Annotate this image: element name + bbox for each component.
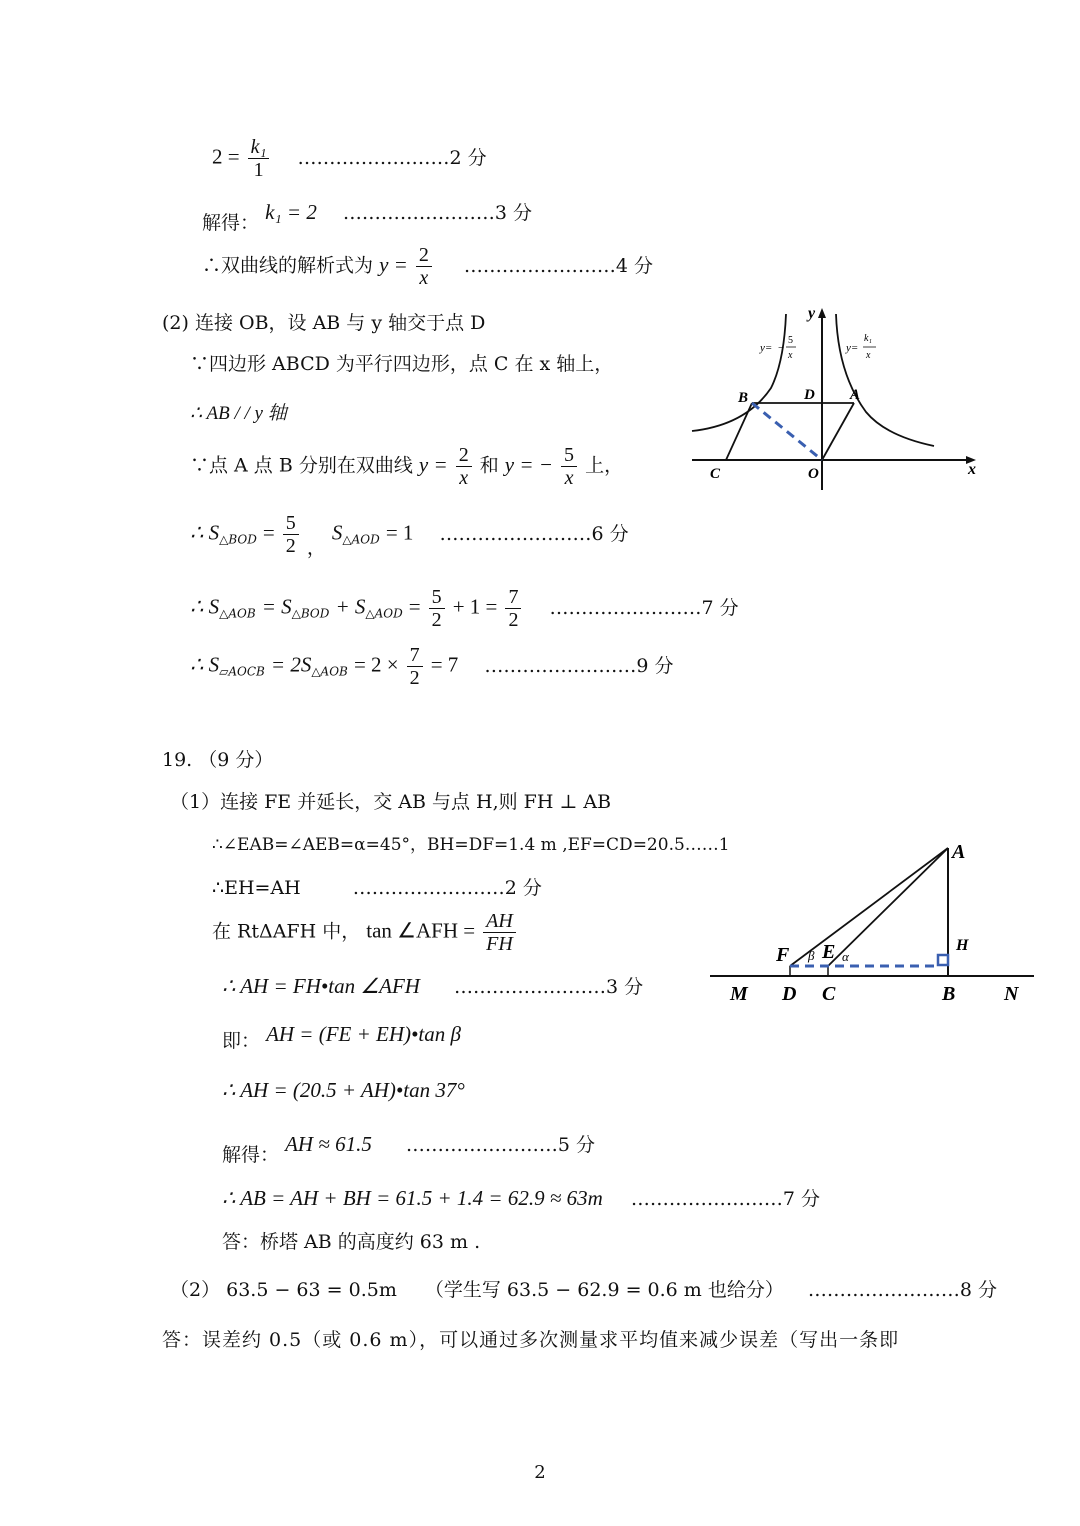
because-2: ∵点 A 点 B 分别在双曲线 y = $\frac{2}{x}$ 和 y = − $\frac{5}{x}$ 上， bbox=[190, 444, 624, 489]
label-left-sign: − bbox=[778, 342, 785, 354]
point-b-label: B bbox=[942, 983, 956, 1005]
eq-lhs: 2 = bbox=[212, 144, 240, 169]
angle-alpha-label: α bbox=[842, 949, 849, 964]
score-marker: ……………………7 分 bbox=[549, 596, 739, 619]
point-o-label: O bbox=[808, 466, 819, 482]
label-x-axis: x bbox=[968, 461, 976, 478]
score-marker: ……………………4 分 bbox=[463, 254, 654, 277]
dashed-ob bbox=[752, 403, 822, 460]
q19-p10: 答：桥塔 AB 的高度约 63 m . bbox=[222, 1231, 481, 1253]
q19-p5: ∴ AH = FH•tan ∠AFH ……………………3 分 bbox=[222, 974, 644, 998]
label: 解得： bbox=[202, 212, 260, 234]
fraction: $\frac{7}{2}$ bbox=[407, 644, 423, 689]
q19-p2: ∴∠EAB=∠AEB=α=45°，BH=DF=1.4 m ,EF=CD=20.5……1 bbox=[212, 835, 730, 855]
fraction: $\frac{\text{k₁}}{1}$ bbox=[248, 136, 270, 181]
label-right-y: y= bbox=[846, 342, 859, 354]
score-marker: ……………………6 分 bbox=[439, 522, 629, 545]
because-1: ∵四边形 ABCD 为平行四边形，点 C 在 x 轴上， bbox=[190, 353, 614, 375]
q19-heading: 19. （9 分） bbox=[162, 749, 274, 771]
label-left-num: 5 bbox=[788, 335, 793, 346]
angle-beta-label: β bbox=[808, 948, 815, 963]
area-line-2: ∴ $S_{\triangle AOB} = S_{\triangle BOD} + S_{\triangle AOD}$ = $\frac{5}{2}$ + 1 = $\frac{7}{2}$ ……………………7 分 bbox=[190, 586, 739, 631]
fraction: $\frac{5}{2}$ bbox=[283, 512, 299, 557]
point-h-label: H bbox=[956, 937, 969, 954]
score-marker: ……………………7 分 bbox=[630, 1188, 820, 1210]
eq-line-2 bbox=[202, 200, 533, 234]
part2-heading: (2) 连接 OB，设 AB 与 y 轴交于点 D bbox=[162, 312, 486, 334]
q19-p1: （1）连接 FE 并延长，交 AB 与点 H,则 FH ⊥ AB bbox=[170, 791, 612, 813]
area-line-1: ∴ $S_{\triangle BOD}$ = $\frac{5}{2}$ ， $S_{\triangle AOD} = 1$ ……………………6 分 bbox=[190, 512, 629, 559]
q19-p9: ∴ AB = AH + BH = 61.5 + 1.4 = 62.9 ≈ 63m ……………………7 分 bbox=[222, 1186, 820, 1210]
score-marker: ……………………5 分 bbox=[405, 1134, 596, 1156]
point-a-label: A bbox=[952, 841, 966, 863]
q19-p4: 在 RtΔAFH 中， tan ∠AFH = $\frac{AH}{FH}$ bbox=[212, 910, 518, 955]
q19-p7: ∴ AH = (20.5 + AH)•tan 37° bbox=[222, 1078, 465, 1102]
score-marker: ……………………2 分 bbox=[297, 146, 487, 169]
point-e-label: E bbox=[822, 941, 836, 963]
fraction: $\frac{2}{x}$ bbox=[456, 444, 472, 489]
point-b-label: B bbox=[738, 390, 749, 406]
point-c-label: C bbox=[822, 983, 836, 1005]
point-d-label: D bbox=[804, 387, 815, 403]
hyperbola-figure bbox=[686, 300, 986, 500]
area-line-3: ∴ $S_{▱AOCB} = 2S_{\triangle AOB} = 2$ × $\frac{7}{2}$ = 7 ……………………9 分 bbox=[190, 644, 674, 689]
point-c-label: C bbox=[710, 466, 721, 482]
eq-math: k₁ = 2 bbox=[265, 200, 317, 224]
score-marker: ……………………3 分 bbox=[454, 976, 644, 998]
label-right-num: k₁ bbox=[864, 333, 872, 344]
q19-p8: 解得： AH ≈ 61.5 ……………………5 分 bbox=[222, 1132, 596, 1166]
statement: ∴双曲线的解析式为 bbox=[202, 254, 374, 277]
point-a-label: A bbox=[850, 387, 861, 403]
point-n-label: N bbox=[1004, 983, 1019, 1005]
tower-figure bbox=[700, 830, 1040, 1015]
score-marker: ……………………2 分 bbox=[352, 877, 542, 899]
label-left-den: x bbox=[788, 350, 793, 361]
fraction: $\frac{AH}{FH}$ bbox=[483, 910, 516, 955]
fraction: $\frac{7}{2}$ bbox=[505, 586, 521, 631]
right-angle-mark bbox=[938, 955, 948, 965]
therefore-1: ∴ AB / / y 轴 bbox=[190, 403, 287, 424]
label-left-y: y= bbox=[760, 342, 773, 354]
point-m-label: M bbox=[730, 983, 748, 1005]
fraction: $\frac{5}{x}$ bbox=[561, 444, 577, 489]
point-d-label: D bbox=[782, 983, 797, 1005]
score-marker: ……………………3 分 bbox=[342, 202, 533, 224]
q19-p11: （2） 63.5 − 63 = 0.5m （学生写 63.5 − 62.9 = 0.6 m 也给分） ……………………8 分 bbox=[170, 1279, 998, 1301]
q19-p12: 答：误差约 0.5（或 0.6 m），可以通过多次测量求平均值来减少误差（写出一条即 bbox=[162, 1329, 900, 1351]
eq-line-1 bbox=[212, 136, 487, 181]
score-marker: ……………………8 分 bbox=[807, 1279, 998, 1301]
q19-p6: 即： AH = (FE + EH)•tan β bbox=[222, 1022, 461, 1052]
point-f-label: F bbox=[776, 944, 790, 966]
label-y-axis: y bbox=[808, 305, 816, 322]
eq-y: y = bbox=[379, 252, 408, 277]
eq-line-3 bbox=[202, 244, 653, 289]
page-number: 2 bbox=[534, 1462, 546, 1483]
q19-p3: ∴EH=AH ……………………2 分 bbox=[212, 877, 542, 899]
fraction: $\frac{5}{2}$ bbox=[429, 586, 445, 631]
label-right-den: x bbox=[866, 350, 871, 361]
score-marker: ……………………9 分 bbox=[484, 654, 674, 677]
fraction: $\frac{2}{x}$ bbox=[416, 244, 432, 289]
